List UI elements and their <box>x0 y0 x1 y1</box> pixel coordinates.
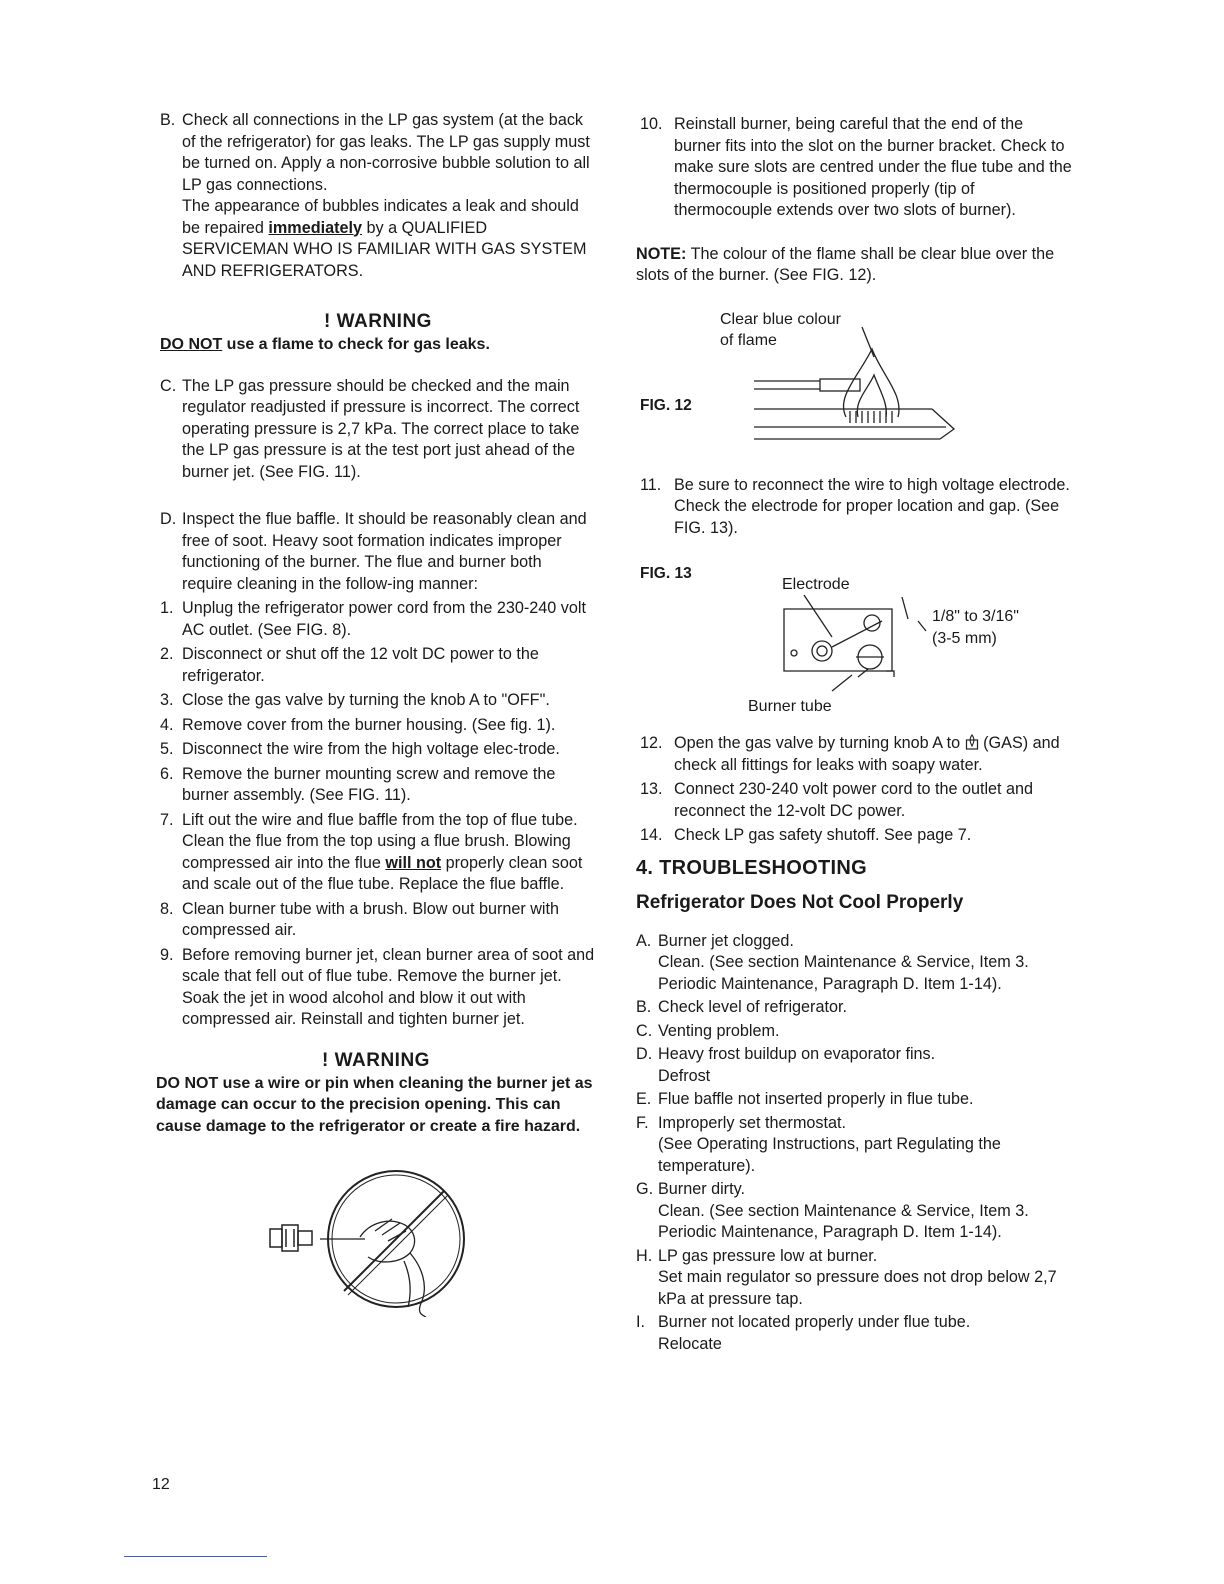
step-13: 13. Connect 230-240 volt power cord to the outlet and reconnect the 12-volt DC power. <box>640 780 1034 820</box>
figure-13 <box>636 549 1072 719</box>
gap-mm: (3-5 mm) <box>932 630 997 647</box>
note-label: NOTE: <box>636 244 687 263</box>
step-10: 10. Reinstall burner, being careful that the end of the burner fits into the slot on the burner bracket. Check to make sure slots are centred under the flue tube and the thermocouple is positioned properly (tip of thermocouple extends over two slots of burner). <box>640 115 1072 219</box>
warning-title: ! WARNING <box>324 311 432 332</box>
no-wire-illustration <box>160 1167 596 1317</box>
troubleshooting-heading: 4. TROUBLESHOOTING <box>636 856 867 879</box>
burner-tube-label: Burner tube <box>748 698 832 715</box>
section-b-text-2: The appearance of bubbles indicates a leak and should be repaired immediately by a QUALIFIED SERVICEMAN WHO IS FAMILIAR WITH GAS SYSTEM AND REFRIGERATORS. <box>182 197 587 280</box>
warning-wire-text: DO NOT use a wire or pin when cleaning the burner jet as damage can occur to the precision opening. This can cause damage to the refrigerator or create a fire hazard. <box>156 1074 593 1135</box>
list-item: I. Burner not located properly under flue tube. Relocate <box>636 1313 971 1353</box>
section-c-text: The LP gas pressure should be checked and the main regulator readjusted if pressure is incorrect. The correct operating pressure is 2,7 kPa. The correct place to take the LP gas pressure is at the test port just ahead of the burner jet. (See FIG. 11). <box>182 376 580 481</box>
burner-flame-diagram <box>636 297 1072 469</box>
list-item: 5. Disconnect the wire from the high voltage elec-trode. <box>160 740 560 758</box>
immediately-emphasis: immediately <box>268 218 362 237</box>
warning-flame-text: DO NOT use a flame to check for gas leaks. <box>160 336 490 353</box>
list-item: 2. Disconnect or shut off the 12 volt DC power to the refrigerator. <box>160 645 539 685</box>
gap-inches: 1/8" to 3/16" <box>932 608 1019 625</box>
note: NOTE: The colour of the flame shall be clear blue over the slots of the burner. (See FIG. 12). <box>636 244 1055 284</box>
list-item: C. Venting problem. <box>636 1021 780 1040</box>
section-c: C. The LP gas pressure should be checked and the main regulator readjusted if pressure is incorrect. The correct operating pressure is 2,7 kPa. The correct place to take the LP gas pressure is at the test port just ahead of the burner jet. (See FIG. 11). <box>160 376 596 484</box>
list-item: A. Burner jet clogged. Clean. (See section Maintenance & Service, Item 3. Periodic Maintenance, Paragraph D. Item 1-14). <box>636 931 1029 993</box>
section-b-marker: B. <box>160 111 176 129</box>
list-item: 6. Remove the burner mounting screw and remove the burner assembly. (See FIG. 11). <box>160 764 556 804</box>
will-not-emphasis: will not <box>385 853 442 872</box>
list-item: 8. Clean burner tube with a brush. Blow out burner with compressed air. <box>160 899 560 939</box>
warning-title: ! WARNING <box>322 1049 430 1071</box>
electrode-gap-diagram <box>636 549 1072 719</box>
cooling-subheading: Refrigerator Does Not Cool Properly <box>636 891 964 913</box>
right-column <box>636 114 1072 1355</box>
flame-caption-line1: Clear blue colour <box>720 310 841 328</box>
list-item: B. Check level of refrigerator. <box>636 998 847 1016</box>
gas-flame-icon <box>965 734 979 750</box>
electrode-label: Electrode <box>782 576 850 593</box>
list-item: 7. Lift out the wire and flue baffle from the top of flue tube. Clean the flue from the top using a flue brush. Blowing compressed air into the flue will not properly clean soot and scale out of the flue tube. Replace the flue baffle. <box>160 810 583 893</box>
section-b <box>160 110 596 282</box>
figure-12-label: FIG. 12 <box>640 396 692 414</box>
flame-caption-line2: of flame <box>720 331 777 349</box>
list-item: F. Improperly set thermostat. (See Operating Instructions, part Regulating the temperature). <box>636 1113 1001 1175</box>
cleaning-steps <box>160 598 596 1031</box>
warning-wire <box>156 1049 596 1138</box>
warning-flame <box>160 310 596 356</box>
prohibited-pin-icon <box>160 1167 596 1317</box>
figure-13-label: FIG. 13 <box>640 565 692 582</box>
list-item: 4. Remove cover from the burner housing. (See fig. 1). <box>160 715 556 734</box>
footer-rule <box>124 1556 267 1557</box>
section-d-text: Inspect the flue baffle. It should be reasonably clean and free of soot. Heavy soot formation indicates improper functioning of the burner. The flue and burner both require cleaning in the follow-ing manner: <box>182 510 587 593</box>
left-column <box>156 110 596 1317</box>
section-d: D. Inspect the flue baffle. It should be reasonably clean and free of soot. Heavy soot formation indicates improper functioning of the burner. The flue and burner both require cleaning in the follow-ing manner: <box>160 509 596 595</box>
step-12: 12. Open the gas valve by turning knob A to (GAS) and check all fittings for leaks with soapy water. <box>640 734 1060 774</box>
list-item: 3. Close the gas valve by turning the knob A to "OFF". <box>160 691 550 709</box>
list-item: 1. Unplug the refrigerator power cord from the 230-240 volt AC outlet. (See FIG. 8). <box>160 599 586 639</box>
list-item: E. Flue baffle not inserted properly in flue tube. <box>636 1090 974 1108</box>
list-item: 9. Before removing burner jet, clean burner area of soot and scale that fell out of flue tube. Remove the burner jet. Soak the jet in wood alcohol and blow it out with compressed air. Reinstall and tighten burner jet. <box>160 945 595 1028</box>
troubleshooting-list <box>636 931 1072 1356</box>
section-b-text: Check all connections in the LP gas system (at the back of the refrigerator) for gas leaks. The LP gas supply must be turned on. Apply a non-corrosive bubble solution to all LP gas connections. <box>182 111 590 194</box>
step-14: 14. Check LP gas safety shutoff. See page 7. <box>640 826 972 844</box>
list-item: G. Burner dirty. Clean. (See section Maintenance & Service, Item 3. Periodic Maintenance, Paragraph D. Item 1-14). <box>636 1180 1029 1241</box>
page-number: 12 <box>152 1476 170 1493</box>
list-item: D. Heavy frost buildup on evaporator fins. Defrost <box>636 1045 936 1085</box>
list-item: H. LP gas pressure low at burner. Set main regulator so pressure does not drop below 2,7 kPa at pressure tap. <box>636 1246 1057 1308</box>
step-11: 11. Be sure to reconnect the wire to high voltage electrode. Check the electrode for proper location and gap. (See FIG. 13). <box>640 475 1070 537</box>
figure-12 <box>636 297 1072 469</box>
